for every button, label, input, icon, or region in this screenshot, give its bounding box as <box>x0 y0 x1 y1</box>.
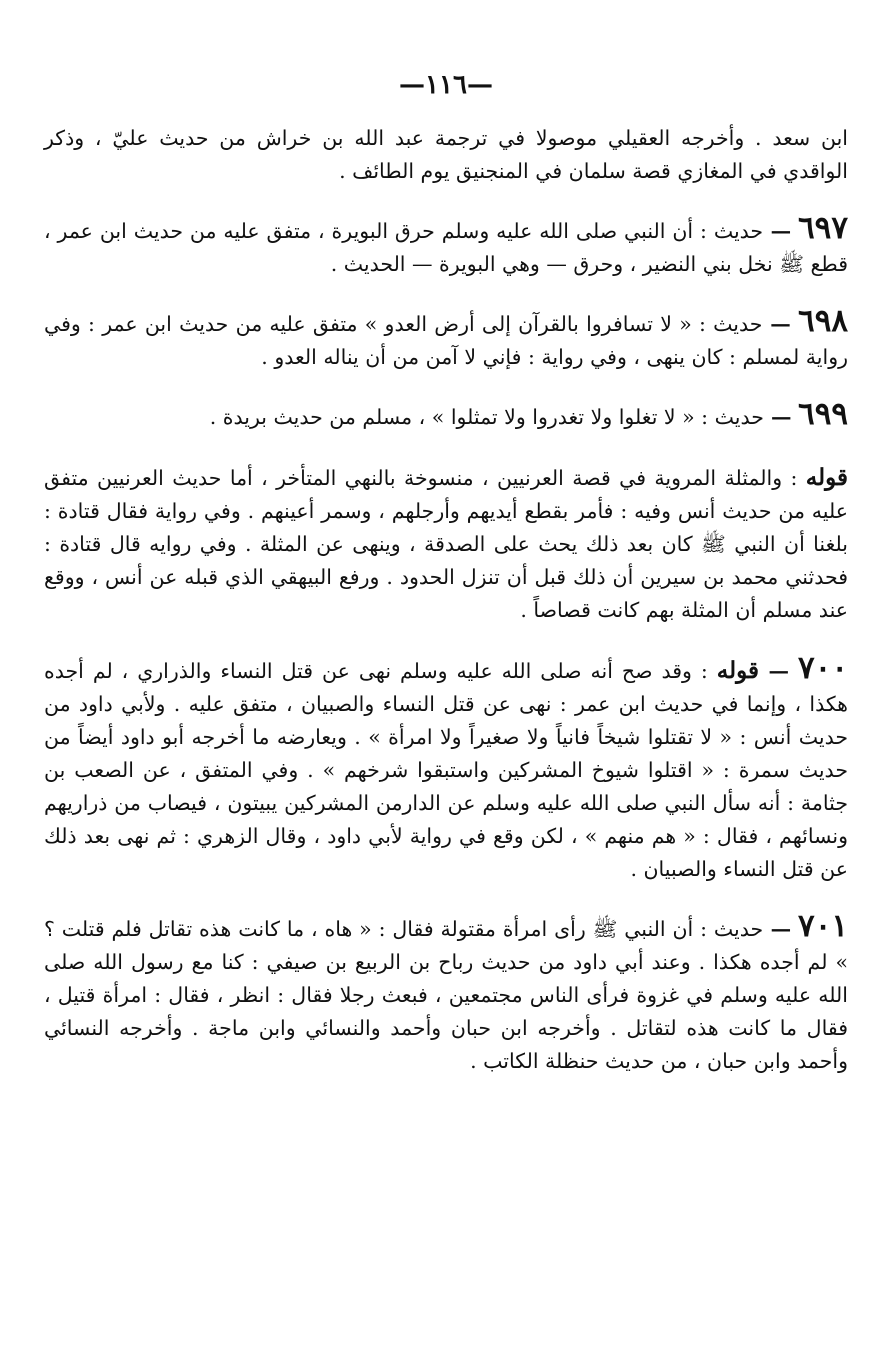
paragraph-text: : وقد صح أنه صلى الله عليه وسلم نهى عن قتل النساء والذراري ، لم أجده هكذا ، وإنما في حديث ابن عمر : نهى عن قتل النساء والصبيان ، متفق عليه . ولأبي داود من حديث أنس : « لا تقتلوا شيخاً فانياً ولا صغيراً ولا امرأة » . ويعارضه ما أخرجه أبو داود أيضاً من حديث سمرة : « اقتلوا شيوخ المشركين واستبقوا شرخهم » . وفي المتفق ، عن الصعب بن جثامة : أنه سأل النبي صلى الله عليه وسلم عن الدارمن المشركين يبيتون ، فيصاب من ذراريهم ونسائهم ، فقال : « هم منهم » ، لكن وقع في رواية لأبي داود ، وقال الزهري : ثم نهى بعد ذلك عن قتل النساء والصبيان . <box>44 659 848 881</box>
paragraph-continuation <box>44 122 848 188</box>
paragraph-text: ابن سعد . وأخرجه العقيلي موصولا في ترجمة عبد الله بن خراش من حديث عليّ ، وذكر الواقدي في المغازي قصة سلمان في المنجنيق يوم الطائف . <box>44 126 848 183</box>
page-number: —١١٦— <box>399 70 493 100</box>
dash-separator: — <box>763 917 792 941</box>
page-body <box>44 122 848 1078</box>
hadith-697 <box>44 210 848 281</box>
hadith-number: ٦٩٨ <box>798 303 848 339</box>
dash-separator: — <box>763 219 792 243</box>
paragraph-text: حديث : أن النبي صلى الله عليه وسلم حرق البويرة ، متفق عليه من حديث ابن عمر ، قطع ﷺ نخل بني النضير ، وحرق — وهي البويرة — الحديث . <box>44 219 848 276</box>
paragraph-text: حديث : أن النبي ﷺ رأى امرأة مقتولة فقال : « هاه ، ما كانت هذه تقاتل فلم قتلت ؟ » لم أجده هكذا . وعند أبي داود من حديث رباح بن الربيع بن صيفي : كنا مع رسول الله صلى الله عليه وسلم في غزوة فرأى الناس مجتمعين ، فبعث رجلا فقال : انظر ، فقال : امرأة قتيل ، فقال ما كانت هذه لتقاتل . وأخرجه ابن حبان وأحمد والنسائي وابن ماجة . وأخرجه النسائي وأحمد وابن حبان ، من حديث حنظلة الكاتب . <box>44 917 848 1073</box>
hadith-number: ٧٠٠ <box>798 650 848 686</box>
hadith-number: ٦٩٩ <box>798 396 848 432</box>
lead-word: قوله <box>805 464 848 491</box>
hadith-698 <box>44 303 848 374</box>
dash-separator: — <box>762 312 791 336</box>
hadith-number: ٧٠١ <box>798 908 848 944</box>
paragraph-text: : والمثلة المروية في قصة العرنيين ، منسوخة بالنهي المتأخر ، أما حديث العرنيين متفق عليه من حديث أنس وفيه : فأمر بقطع أيديهم وأرجلهم ، وسمر أعينهم . وفي رواية فقال قتادة : بلغنا أن النبي ﷺ كان بعد ذلك يحث على الصدقة ، وينهى عن المثلة . وفي روايه قال قتادة : فحدثني محمد بن سيرين أن ذلك قبل أن تنزل الحدود . ورفع البيهقي الذي قبله عن أنس ، ووقع عند مسلم أن المثلة بهم كانت قصاصاً . <box>44 466 848 622</box>
paragraph-text: حديث : « لا تغلوا ولا تغدروا ولا تمثلوا » ، مسلم من حديث بريدة . <box>209 405 764 429</box>
dash-separator: — <box>763 405 792 429</box>
dash-separator: — <box>758 659 790 683</box>
hadith-699 <box>44 396 848 434</box>
hadith-701 <box>44 908 848 1078</box>
hadith-number: ٦٩٧ <box>798 210 848 246</box>
commentary-paragraph <box>44 461 848 627</box>
paragraph-text: حديث : « لا تسافروا بالقرآن إلى أرض العدو » متفق عليه من حديث ابن عمر : وفي رواية لمسلم : كان ينهى ، وفي رواية : فإني لا آمن من أن يناله العدو . <box>44 312 848 369</box>
hadith-700 <box>44 650 848 886</box>
lead-word: قوله <box>716 657 759 684</box>
